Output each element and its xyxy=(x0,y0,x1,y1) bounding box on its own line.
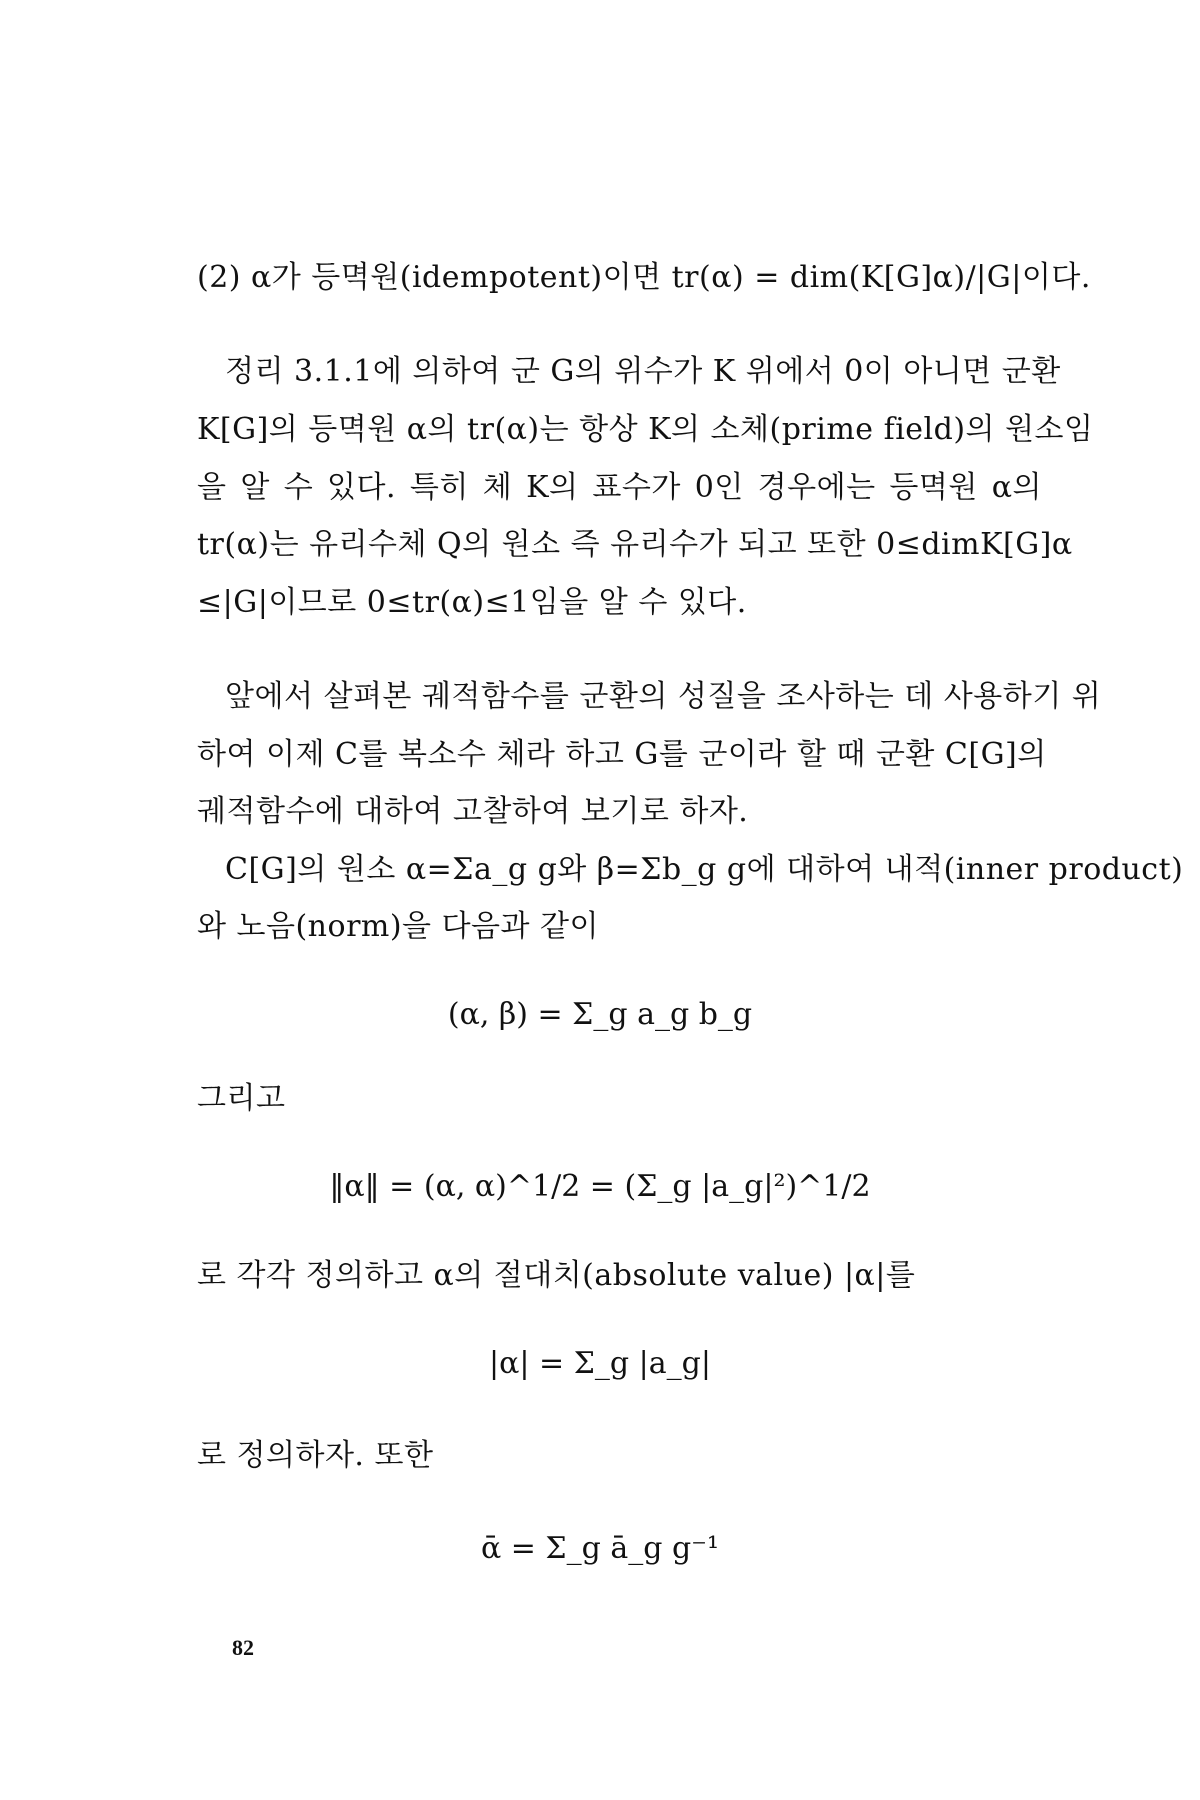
text-line: 하여 이제 C를 복소수 체라 하고 G를 군이라 할 때 군환 C[G]의 xyxy=(197,737,1047,772)
text-line: 와 노음(norm)을 다음과 같이 xyxy=(197,909,600,944)
text-line: 궤적함수에 대하여 고찰하여 보기로 하자. xyxy=(197,794,749,829)
text-line: (2) α가 등멱원(idempotent)이면 tr(α) = dim(K[G]α)/|G|이다. xyxy=(197,260,1091,295)
text-line: K[G]의 등멱원 α의 tr(α)는 항상 K의 소체(prime field)의 원소임 xyxy=(197,412,1094,447)
text-line: 앞에서 살펴본 궤적함수를 군환의 성질을 조사하는 데 사용하기 위 xyxy=(225,679,1102,714)
text-line: 정리 3.1.1에 의하여 군 G의 위수가 K 위에서 0이 아니면 군환 xyxy=(225,354,1061,389)
text-line: C[G]의 원소 α=Σa_g g와 β=Σb_g g에 대하여 내적(inner product) xyxy=(225,852,1184,887)
text-line: ≤|G|이므로 0≤tr(α)≤1임을 알 수 있다. xyxy=(197,585,747,620)
equation-inner-product: (α, β) = Σ_g a_g b_g xyxy=(447,997,753,1032)
text-line: 그리고 xyxy=(197,1081,286,1116)
equation-conjugate: ᾱ = Σ_g ā_g g⁻¹ xyxy=(480,1531,720,1566)
text-line: tr(α)는 유리수체 Q의 원소 즉 유리수가 되고 또한 0≤dimK[G]α xyxy=(197,527,1073,562)
equation-norm: ‖α‖ = (α, α)^1/2 = (Σ_g |a_g|²)^1/2 xyxy=(329,1169,871,1204)
page-number: 82 xyxy=(232,1635,254,1660)
text-line: 로 각각 정의하고 α의 절대치(absolute value) |α|를 xyxy=(197,1258,916,1293)
equation-absolute-value: |α| = Σ_g |a_g| xyxy=(489,1346,711,1381)
text-line: 을 알 수 있다. 특히 체 K의 표수가 0인 경우에는 등멱원 α의 xyxy=(197,470,1042,505)
text-line: 로 정의하자. 또한 xyxy=(197,1438,434,1473)
